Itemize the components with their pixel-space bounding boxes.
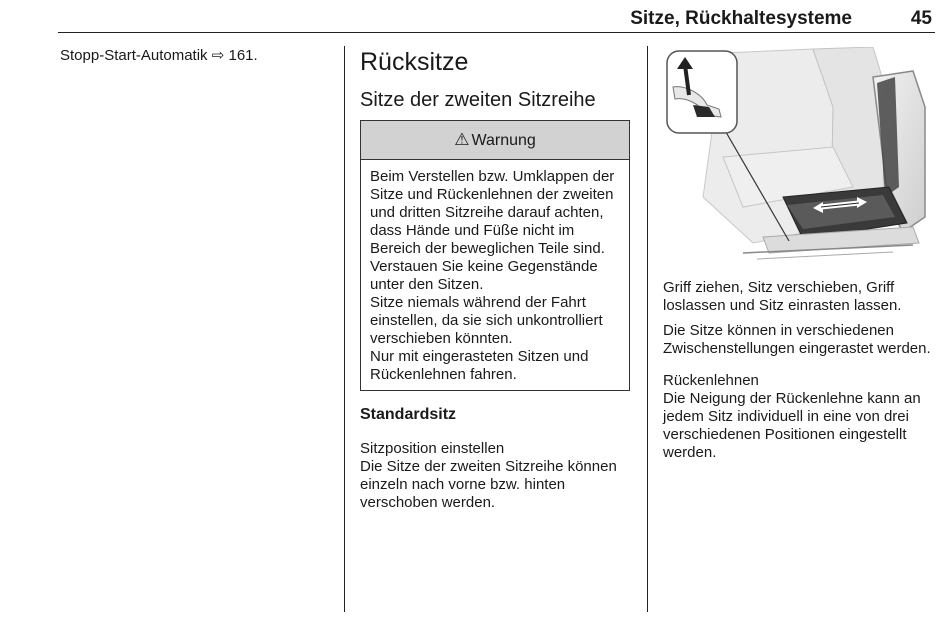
page-number: 45 [910,8,932,29]
warning-label: Warnung [471,132,536,149]
seat-position-text: Die Sitze der zweiten Sitzreihe können einzeln nach vorne bzw. hinten verschoben werden. [360,458,617,511]
warning-body [361,160,629,390]
warning-paragraph: Nur mit eingerasteten Sitzen und Rückenlehnen fahren. [370,348,589,383]
warning-paragraph: Verstauen Sie keine Gegenstände unter den Sitzen. [370,258,598,293]
crossref-line [60,47,330,65]
backrest-heading: Rückenlehnen [663,372,759,389]
warning-paragraph: Beim Verstellen bzw. Umklappen der Sitze und Rückenlehnen der zweiten und dritten Sitzreihe darauf achten, dass Hände und Füße nicht im Bereich der beweglichen Teile sind. [370,168,615,257]
section-subtitle: Sitze der zweiten Sitzreihe [360,89,596,111]
standard-seat-heading: Standardsitz [360,406,457,423]
instruction-text: Die Sitze können in verschiedenen Zwischenstellungen eingerastet werden. [663,322,931,357]
seat-illustration [663,47,935,265]
backrest-text: Die Neigung der Rückenlehne kann an jedem Sitz individuell in eine von drei verschiedenen Positionen eingestellt werden. [663,390,921,461]
header-title: Sitze, Rückhaltesysteme [630,8,852,29]
column-divider-2 [647,46,648,612]
seat-adjustment-illustration [663,47,935,265]
column-divider-1 [344,46,345,612]
seat-position-heading: Sitzposition einstellen [360,440,505,457]
warning-box [360,120,630,391]
crossref-text: Stopp-Start-Automatik [60,47,208,64]
left-column [60,47,330,65]
instruction-text: Griff ziehen, Sitz verschieben, Griff loslassen und Sitz einrasten lassen. [663,279,902,314]
warning-paragraph: Sitze niemals während der Fahrt einstellen, da sie sich unkontrolliert verschieben könnten. [370,294,603,347]
warning-header [361,121,629,160]
crossref-arrow-icon: ⇨ [211,47,225,64]
header-divider [58,32,935,33]
warning-triangle-icon: ⚠ [454,130,470,149]
middle-column [360,47,632,512]
crossref-page: 161. [228,47,258,64]
section-title: Rücksitze [360,48,469,76]
right-column [663,47,935,469]
